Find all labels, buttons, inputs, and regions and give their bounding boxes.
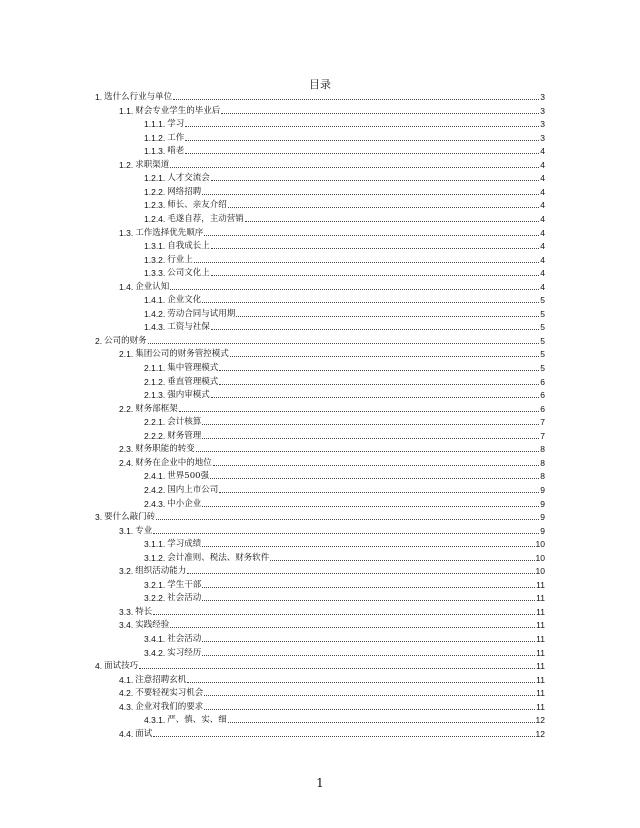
toc-entry-number: 1. — [95, 92, 103, 102]
toc-entry-page: 4 — [540, 146, 545, 157]
toc-entry-page: 5 — [540, 349, 545, 360]
dot-leader — [156, 519, 539, 520]
dot-leader — [204, 235, 539, 236]
toc-entry-label: 毛遂自荐，主动营销 — [167, 213, 244, 224]
dot-leader — [202, 438, 539, 439]
toc-entry-number: 4.4. — [119, 728, 134, 739]
toc-entry-page: 7 — [540, 417, 545, 428]
toc-entry-page: 12 — [535, 728, 545, 739]
toc-entry-number: 1.4.1. — [144, 295, 166, 306]
toc-entry[interactable] — [144, 212, 545, 225]
toc-entry-page: 7 — [540, 430, 545, 441]
toc-entry-label: 学习 — [167, 119, 185, 130]
toc-entry-page: 3 — [540, 119, 545, 130]
dot-leader — [202, 194, 539, 195]
toc-entry[interactable] — [144, 375, 545, 388]
toc-entry-page: 5 — [540, 322, 545, 333]
toc-entry[interactable] — [119, 564, 545, 577]
toc-entry-label: 社会活动 — [167, 593, 202, 604]
toc-entry-page: 8 — [540, 471, 545, 482]
dot-leader — [170, 167, 539, 168]
toc-entry[interactable] — [144, 497, 545, 510]
dot-leader — [211, 180, 539, 181]
toc-entry-page: 4 — [540, 173, 545, 184]
dot-leader — [204, 709, 535, 710]
toc-entry-page: 9 — [540, 525, 545, 536]
toc-entry-page: 4 — [540, 186, 545, 197]
dot-leader — [221, 113, 539, 114]
toc-entry-page: 11 — [536, 661, 545, 672]
dot-leader — [213, 465, 540, 466]
toc-entry[interactable] — [119, 618, 545, 631]
toc-entry-label: 要什么敲门砖 — [104, 512, 156, 523]
toc-entry-label: 财务管理 — [167, 430, 202, 441]
toc-entry-number: 1.2.1. — [144, 173, 166, 184]
dot-leader — [194, 262, 539, 263]
toc-entry[interactable] — [119, 158, 545, 171]
dot-leader — [202, 424, 539, 425]
toc-entry-label: 企业认知 — [135, 281, 170, 292]
toc-entry-number: 4.2. — [119, 688, 134, 699]
toc-entry[interactable] — [95, 659, 545, 672]
toc-entry-label: 注意招聘玄机 — [135, 674, 187, 685]
toc-entry-label: 求职渠道 — [135, 159, 170, 170]
toc-entry-number: 3.2.1. — [144, 579, 166, 590]
toc-entry[interactable] — [144, 483, 545, 496]
dot-leader — [179, 411, 540, 412]
toc-entry-page: 11 — [536, 620, 545, 631]
toc-entry-label: 集中管理模式 — [167, 363, 219, 373]
toc-entry[interactable] — [144, 266, 545, 279]
toc-entry-page: 5 — [540, 308, 545, 319]
toc-entry-label: 财务职能的转变 — [135, 444, 195, 455]
toc-entry-label: 实习经历 — [167, 647, 202, 658]
toc-entry-number: 3.1.1. — [144, 539, 166, 550]
toc-entry-page: 10 — [535, 539, 545, 550]
toc-entry-number: 1.3. — [119, 227, 134, 238]
dot-leader — [153, 614, 535, 615]
dot-leader — [185, 140, 539, 141]
dot-leader — [211, 329, 539, 330]
toc-entry-number: 2.1. — [119, 349, 134, 360]
toc-entry[interactable] — [144, 171, 545, 184]
toc-entry[interactable] — [144, 388, 545, 401]
toc-entry-number: 3.4.1. — [144, 634, 166, 644]
toc-entry-page: 11 — [536, 674, 545, 685]
dot-leader — [211, 397, 539, 398]
toc-entry[interactable] — [119, 280, 545, 293]
toc-entry-number: 4.1. — [119, 674, 134, 685]
toc-entry[interactable] — [144, 646, 545, 659]
toc-entry[interactable] — [144, 469, 545, 482]
toc-entry[interactable] — [119, 686, 545, 699]
toc-entry[interactable] — [119, 673, 545, 686]
toc-entry-label: 人才交流会 — [167, 173, 210, 184]
dot-leader — [219, 492, 539, 493]
dot-leader — [185, 153, 539, 154]
dot-leader — [170, 627, 535, 628]
toc-entry-page: 4 — [540, 268, 545, 279]
toc-entry-page: 11 — [536, 688, 545, 699]
page-number: 1 — [316, 776, 324, 790]
toc-entry-page: 4 — [540, 254, 545, 265]
toc-entry[interactable] — [119, 605, 545, 618]
toc-entry-page: 4 — [540, 281, 545, 292]
toc-entry-label: 实践经验 — [135, 620, 170, 631]
toc-entry-page: 10 — [535, 552, 545, 563]
toc-entry-label: 面试技巧 — [104, 661, 139, 672]
dot-leader — [236, 316, 539, 317]
dot-leader — [187, 573, 534, 574]
toc-entry[interactable] — [144, 198, 545, 211]
toc-entry-page: 5 — [540, 335, 545, 346]
toc-entry[interactable] — [144, 117, 545, 130]
toc-entry-number: 2.1.1. — [144, 363, 166, 373]
toc-entry-label: 行业上 — [167, 254, 193, 265]
toc-entry-label: 网络招聘 — [167, 186, 202, 197]
toc-entry-number: 4.3. — [119, 701, 134, 712]
toc-entry-number: 2.3. — [119, 444, 134, 455]
dot-leader — [185, 126, 539, 127]
dot-leader — [228, 207, 539, 208]
toc-entry-number: 4. — [95, 661, 103, 672]
toc-entry-number: 2.2.1. — [144, 417, 166, 428]
toc-entry-number: 2.4.2. — [144, 484, 166, 495]
toc-entry-number: 1.3.1. — [144, 241, 166, 252]
toc-entry-number: 2.4.3. — [144, 498, 166, 509]
dot-leader — [211, 248, 539, 249]
toc-entry-page: 4 — [540, 213, 545, 224]
toc-entry-number: 1.1.1. — [144, 119, 166, 130]
toc-entry-label: 社会活动 — [167, 634, 202, 644]
toc-entry-page: 9 — [540, 484, 545, 495]
toc-entry-label: 啃老 — [167, 146, 185, 157]
toc-entry-label: 企业对我们的要求 — [135, 701, 204, 712]
toc-entry-number: 1.3.2. — [144, 254, 166, 265]
dot-leader — [173, 99, 539, 100]
toc-entry[interactable] — [144, 144, 545, 157]
toc-entry-label: 财会专业学生的毕业后 — [135, 105, 221, 116]
toc-entry-label: 会计准则、税法、财务软件 — [167, 552, 270, 563]
toc-entry[interactable] — [119, 442, 545, 455]
toc-entry-page: 6 — [540, 403, 545, 414]
toc-entry[interactable] — [119, 524, 545, 537]
toc-entry-number: 1.4.3. — [144, 322, 166, 333]
toc-entry-label: 强内审模式 — [167, 390, 210, 401]
dot-leader — [202, 506, 539, 507]
toc-entry-page: 11 — [536, 634, 545, 644]
toc-entry-label: 集团公司的财务管控模式 — [135, 349, 229, 360]
toc-entry-label: 严、慎、实、细 — [167, 715, 227, 726]
dot-leader — [211, 275, 539, 276]
toc-entry-number: 3.3. — [119, 606, 134, 617]
dot-leader — [270, 560, 534, 561]
toc-entry-number: 1.2.2. — [144, 186, 166, 197]
toc-entry[interactable] — [144, 591, 545, 604]
toc-entry[interactable] — [144, 713, 545, 726]
toc-entry-page: 3 — [540, 105, 545, 116]
toc-entry-page: 9 — [540, 498, 545, 509]
toc-entry-label: 公司的财务 — [104, 335, 147, 346]
toc-entry-number: 1.1. — [119, 105, 134, 116]
toc-entry-page: 6 — [540, 376, 545, 387]
dot-leader — [202, 587, 535, 588]
toc-entry-page: 10 — [535, 566, 545, 577]
toc-entry-number: 2. — [95, 335, 103, 346]
toc-entry[interactable] — [144, 361, 545, 374]
toc-entry-page: 3 — [540, 92, 545, 102]
toc-entry-label: 师长、亲友介绍 — [167, 200, 227, 211]
dot-leader — [230, 356, 540, 357]
toc-entry-label: 工作选择优先顺序 — [135, 227, 204, 238]
toc-entry-label: 组织活动能力 — [135, 566, 187, 577]
toc-entry-page: 5 — [540, 295, 545, 306]
dot-leader — [202, 546, 534, 547]
toc-entry[interactable] — [144, 131, 545, 144]
toc-entry-number: 1.4.2. — [144, 308, 166, 319]
toc-entry-number: 1.3.3. — [144, 268, 166, 279]
dot-leader — [202, 655, 535, 656]
toc-entry-number: 3.4. — [119, 620, 134, 631]
toc-entry-number: 1.1.3. — [144, 146, 166, 157]
toc-entry[interactable] — [144, 632, 545, 645]
toc-entry-number: 3.2. — [119, 566, 134, 577]
toc-entry[interactable] — [144, 578, 545, 591]
dot-leader — [187, 682, 535, 683]
toc-entry[interactable] — [144, 253, 545, 266]
toc-entry-label: 自我成长上 — [167, 241, 210, 252]
toc-entry-page: 11 — [536, 606, 545, 617]
dot-leader — [219, 384, 539, 385]
toc-entry-page: 9 — [540, 512, 545, 523]
dot-leader — [153, 533, 539, 534]
toc-entry[interactable] — [144, 429, 545, 442]
toc-entry-number: 2.2. — [119, 403, 134, 414]
toc-entry-label: 学习成绩 — [167, 539, 202, 550]
toc-entry-label: 会计核算 — [167, 417, 202, 428]
toc-entry-number: 3.1.2. — [144, 552, 166, 563]
toc-entry-page: 12 — [535, 715, 545, 726]
toc-entry-label: 公司文化上 — [167, 268, 210, 279]
toc-title: 目录 — [309, 78, 331, 91]
dot-leader — [196, 451, 540, 452]
toc-entry[interactable] — [144, 415, 545, 428]
toc-entry-number: 2.1.3. — [144, 390, 166, 401]
toc-entry-label: 工作 — [167, 132, 185, 143]
toc-entry-page: 5 — [540, 363, 545, 373]
toc-entry-label: 世界500强 — [167, 471, 210, 482]
toc-entry-number: 2.4.1. — [144, 471, 166, 482]
toc-entry-label: 国内上市公司 — [167, 484, 219, 495]
toc-entry-label: 特长 — [135, 606, 153, 617]
toc-entry[interactable] — [119, 402, 545, 415]
toc-entry[interactable] — [119, 347, 545, 360]
toc-entry[interactable] — [144, 537, 545, 550]
toc-entry-number: 2.4. — [119, 457, 134, 468]
dot-leader — [153, 736, 534, 737]
toc-entry-number: 1.2.3. — [144, 200, 166, 211]
toc-entry-number: 3.4.2. — [144, 647, 166, 658]
dot-leader — [210, 478, 539, 479]
toc-entry-label: 学生干部 — [167, 579, 202, 590]
toc-entry-page: 11 — [536, 579, 545, 590]
toc-entry-label: 选什么行业与单位 — [104, 92, 173, 102]
toc-entry[interactable] — [119, 700, 545, 713]
toc-entry-page: 11 — [536, 593, 545, 604]
toc-entry[interactable] — [144, 307, 545, 320]
toc-entry[interactable] — [144, 293, 545, 306]
toc-entry-label: 劳动合同与试用期 — [167, 308, 236, 319]
toc-entry-page: 6 — [540, 390, 545, 401]
toc-entry-label: 不要轻视实习机会 — [135, 688, 204, 699]
dot-leader — [202, 302, 539, 303]
toc-entry-label: 企业文化 — [167, 295, 202, 306]
toc-entry-number: 1.4. — [119, 281, 134, 292]
dot-leader — [219, 370, 539, 371]
dot-leader — [202, 641, 535, 642]
toc-entry-number: 3. — [95, 512, 103, 523]
toc-entry-number: 3.1. — [119, 525, 134, 536]
dot-leader — [170, 289, 539, 290]
toc-entry-number: 2.1.2. — [144, 376, 166, 387]
toc-entry-page: 3 — [540, 132, 545, 143]
dot-leader — [245, 221, 539, 222]
toc-entry-label: 中小企业 — [167, 498, 202, 509]
toc-entry[interactable] — [144, 551, 545, 564]
toc-entry-page: 4 — [540, 241, 545, 252]
toc-entry-page: 4 — [540, 200, 545, 211]
toc-entry-label: 垂直管理模式 — [167, 376, 219, 387]
dot-leader — [139, 668, 535, 669]
toc-entry[interactable] — [95, 510, 545, 523]
toc-entry-page: 11 — [536, 701, 545, 712]
toc-entry-number: 1.2.4. — [144, 213, 166, 224]
toc-entry-page: 8 — [540, 457, 545, 468]
toc-entry[interactable] — [144, 320, 545, 333]
toc-entry[interactable] — [144, 185, 545, 198]
toc-entry-number: 2.2.2. — [144, 430, 166, 441]
toc-entry-number: 3.2.2. — [144, 593, 166, 604]
toc-entry-number: 4.3.1. — [144, 715, 166, 726]
dot-leader — [202, 600, 535, 601]
toc-entry-label: 面试 — [135, 728, 153, 739]
toc-entry-label: 财务部框架 — [135, 403, 178, 414]
toc-entry[interactable] — [119, 456, 545, 469]
toc-entry[interactable] — [95, 90, 545, 103]
dot-leader — [204, 695, 535, 696]
dot-leader — [228, 722, 535, 723]
toc-entry-number: 1.1.2. — [144, 132, 166, 143]
toc-entry-page: 4 — [540, 227, 545, 238]
toc-entry-number: 1.2. — [119, 159, 134, 170]
toc-entry-label: 工资与社保 — [167, 322, 210, 333]
toc-entry[interactable] — [119, 104, 545, 117]
toc-entry[interactable] — [119, 727, 545, 740]
toc-entry-page: 8 — [540, 444, 545, 455]
toc-entry[interactable] — [144, 239, 545, 252]
toc-entry-label: 专业 — [135, 525, 153, 536]
toc-entry[interactable] — [119, 226, 545, 239]
dot-leader — [148, 343, 540, 344]
toc-entry-page: 11 — [536, 647, 545, 658]
toc-entry[interactable] — [95, 334, 545, 347]
toc-entry-page: 4 — [540, 159, 545, 170]
toc-entry-label: 财务在企业中的地位 — [135, 457, 212, 468]
